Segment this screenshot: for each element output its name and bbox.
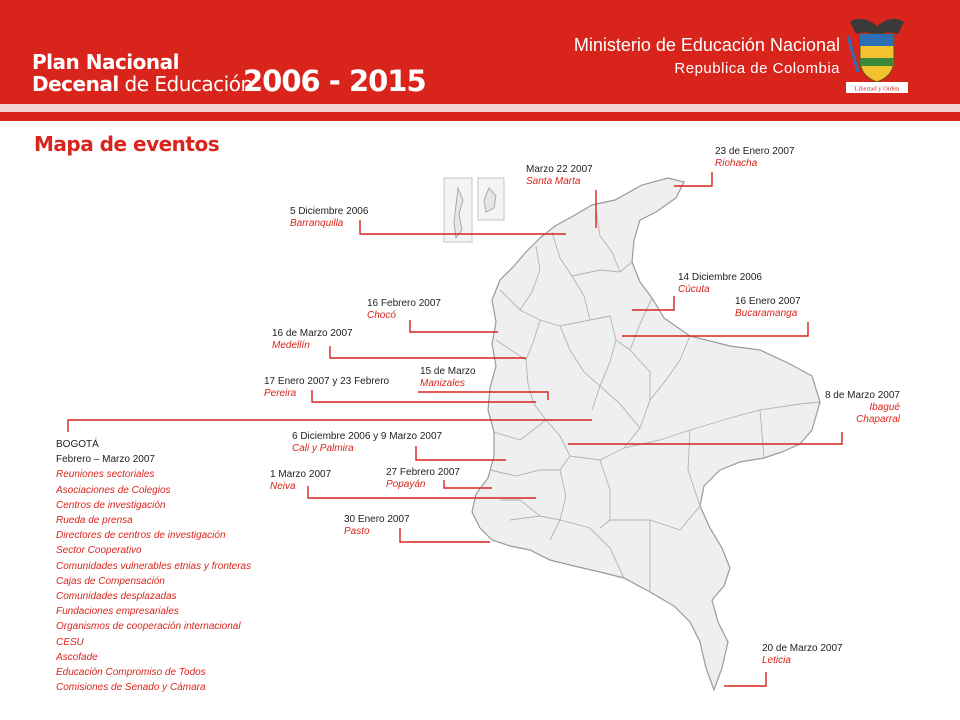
event-city: Cali y Palmira	[292, 443, 354, 454]
page-title: Mapa de eventos	[34, 132, 220, 156]
event-barranquilla	[290, 206, 368, 230]
plan-title-rest: de Educación	[118, 72, 253, 96]
event-popayan	[386, 467, 460, 491]
bogota-event-item: Rueda de prensa	[56, 515, 133, 527]
event-city: Medellín	[272, 340, 310, 351]
event-city: Barranquilla	[290, 218, 344, 229]
bogota-event-item: Sector Cooperativo	[56, 545, 142, 557]
bogota-event-item: Comunidades vulnerables etnias y fronteras	[56, 560, 252, 572]
bogota-event-item: CESU	[56, 636, 84, 648]
seal-motto: Libertad y Orden	[854, 85, 900, 93]
event-date: 1 Marzo 2007	[270, 469, 332, 480]
event-date: 20 de Marzo 2007	[762, 643, 843, 654]
bogota-event-item: Fundaciones empresariales	[56, 606, 179, 618]
event-city: Leticia	[762, 655, 791, 666]
event-bucaramanga	[735, 296, 801, 320]
bogota-title: BOGOTÁ	[56, 439, 99, 450]
event-date: 15 de Marzo	[420, 366, 476, 377]
event-city: Neiva	[270, 481, 296, 492]
bogota-events-block	[56, 437, 251, 695]
event-city: Bucaramanga	[735, 308, 798, 319]
event-riohacha	[715, 146, 795, 170]
event-date: 23 de Enero 2007	[715, 146, 795, 157]
event-city: Santa Marta	[526, 176, 581, 187]
bogota-event-item: Directores de centros de investigación	[56, 530, 226, 542]
event-date: 16 Enero 2007	[735, 296, 801, 307]
event-ibague	[780, 390, 900, 426]
event-date: 17 Enero 2007 y 23 Febrero	[264, 376, 390, 387]
event-cali	[292, 431, 442, 455]
event-choco	[367, 298, 441, 322]
event-city: Ibagué	[869, 402, 900, 413]
event-date: 8 de Marzo 2007	[824, 390, 900, 401]
event-manizales	[420, 366, 476, 390]
bogota-event-item: Asociaciones de Colegios	[56, 484, 171, 496]
event-pasto	[344, 514, 410, 538]
plan-title-decenal: Decenal	[32, 72, 119, 96]
bogota-event-item: Ascofade	[56, 651, 98, 663]
event-city: Cúcuta	[678, 284, 710, 295]
event-date: 16 Febrero 2007	[367, 298, 441, 309]
bogota-event-item: Comunidades desplazadas	[56, 591, 177, 603]
bogota-event-item: Cajas de Compensación	[56, 575, 165, 587]
event-city: Pereira	[264, 388, 297, 399]
event-date: 14 Diciembre 2006	[678, 272, 762, 283]
event-city: Riohacha	[715, 158, 758, 169]
event-cucuta	[678, 272, 762, 296]
event-date: 5 Diciembre 2006	[290, 206, 369, 217]
bogota-event-item: Educación Compromiso de Todos	[56, 667, 206, 679]
republic-name: Republica de Colombia	[674, 60, 840, 77]
bogota-event-item: Organismos de cooperación internacional	[56, 621, 241, 633]
event-leticia	[762, 643, 843, 667]
event-city: Manizales	[420, 378, 466, 389]
event-neiva	[270, 469, 331, 493]
plan-years: 2006 - 2015	[243, 64, 426, 98]
event-santa-marta	[526, 164, 593, 188]
event-city: Pasto	[344, 526, 370, 537]
event-date: 16 de Marzo 2007	[272, 328, 353, 339]
bogota-event-list	[56, 467, 251, 695]
bogota-event-item: Comisiones de Senado y Cámara	[56, 682, 206, 694]
bogota-event-item: Centros de investigación	[56, 499, 166, 511]
event-date: 6 Diciembre 2006 y 9 Marzo 2007	[292, 431, 443, 442]
plan-title-line1: Plan Nacional	[32, 50, 179, 74]
bogota-event-item: Reuniones sectoriales	[56, 469, 155, 481]
ministry-name: Ministerio de Educación Nacional	[573, 35, 840, 55]
event-date: 30 Enero 2007	[344, 514, 410, 525]
event-city: Popayán	[386, 479, 426, 490]
event-city-secondary: Chaparral	[856, 414, 900, 425]
event-date: 27 Febrero 2007	[386, 467, 460, 478]
colombia-outline	[472, 178, 820, 690]
bogota-date: Febrero – Marzo 2007	[56, 454, 155, 466]
event-city: Chocó	[367, 310, 396, 321]
event-pereira	[264, 376, 389, 400]
event-date: Marzo 22 2007	[526, 164, 593, 175]
event-medellin	[272, 328, 353, 352]
